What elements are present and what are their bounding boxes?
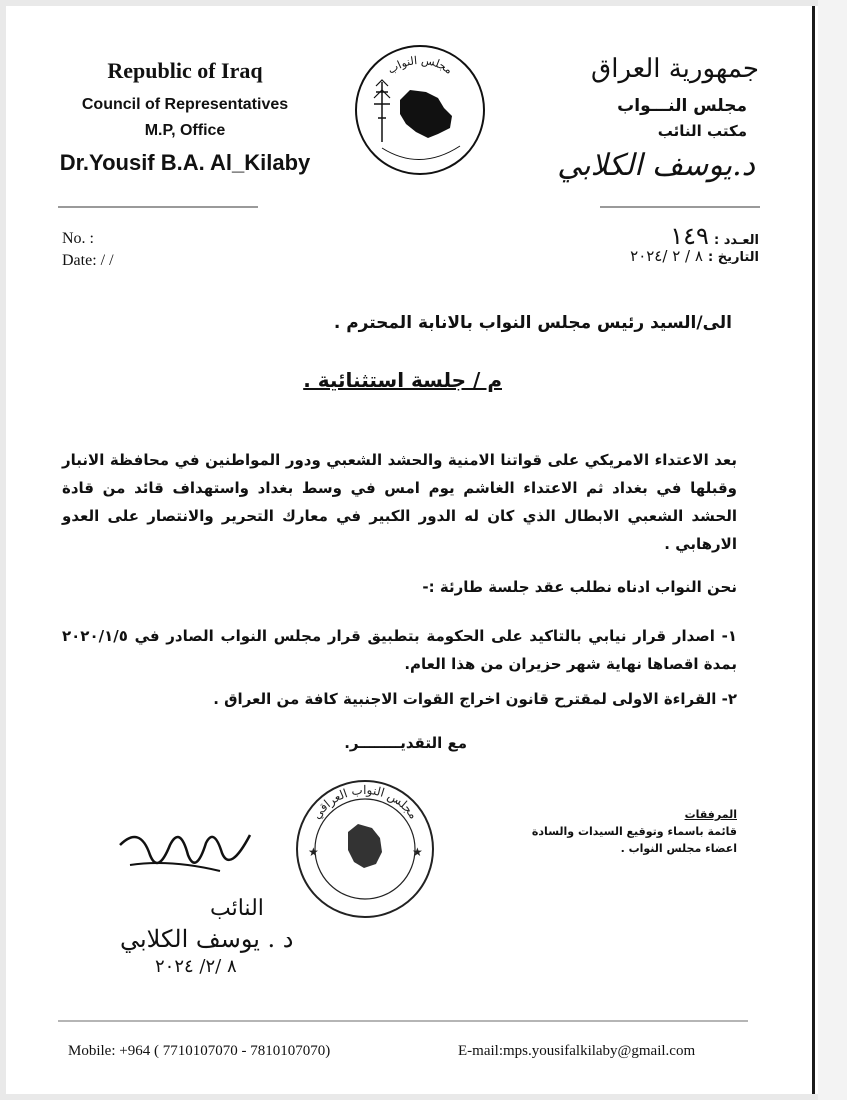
footer-rule (58, 1020, 748, 1022)
header-rule-left (58, 206, 258, 208)
ar-office-name: مكتب النائب (657, 122, 747, 140)
ar-mp-name: د.يوسف الكلابي (557, 148, 755, 183)
footer-mobile: Mobile: +964 ( 7710107070 - 7810107070) (68, 1043, 331, 1059)
attachments-line-2: اعضاء مجلس النواب . (620, 842, 737, 855)
addressee: الى/السيد رئيس مجلس النواب بالانابة المحترم . (333, 313, 732, 333)
ar-number-label: العـدد : (713, 233, 759, 248)
closing: مع التقديــــــــر. (344, 734, 467, 752)
signature-name: د . يوسف الكلابي (120, 925, 294, 953)
en-date-label: Date: / / (62, 252, 114, 269)
ar-country-name: جمهورية العراق (591, 54, 759, 84)
footer-email: E-mail:mps.yousifalkilaby@gmail.com (458, 1043, 696, 1059)
attachments-line-1: قائمة باسماء وتوقيع السيدات والسادة (531, 825, 737, 838)
ar-date-label: التاريخ : (708, 250, 759, 265)
handwritten-signature-icon (110, 815, 260, 895)
svg-text:مجلس النواب: مجلس النواب (385, 53, 456, 77)
ar-date (630, 246, 759, 265)
official-stamp-icon (292, 776, 438, 922)
signature-date: ٨ /٢/ ٢٠٢٤ (155, 956, 237, 977)
ar-number-value: ١٤٩ (670, 222, 709, 250)
ar-council-name: مجلس النـــواب (617, 96, 747, 116)
signature-title: النائب (210, 896, 264, 921)
attachments-heading: المرفقات (684, 808, 737, 821)
svg-text:★: ★ (412, 845, 423, 859)
page-edge-line (812, 6, 815, 1094)
subject: م / جلسة استثنائية . (303, 368, 502, 392)
page-margin (818, 0, 847, 1100)
header-rule-right (600, 206, 760, 208)
svg-text:★: ★ (308, 845, 319, 859)
request-item-2: ٢- القراءة الاولى لمقترح قانون اخراج القوات الاجنبية كافة من العراق . (213, 690, 737, 708)
body-paragraph: بعد الاعتداء الامريكي على قواتنا الامنية والحشد الشعبي ودور المواطنين في محافظة الانبار وقبلها في بغداد ثم الاعتداء الغاشم يوم امس في وسط بغداد واستهداف قائد من قادة الحشد الشعبي الابطال الذي كان له الدور الكبير في معارك التحرير والانتصار على العدو الارهابي . (62, 451, 737, 553)
en-office-name: M.P, Office (144, 122, 226, 139)
ar-date-value: ٨ / ٢ /٢٠٢٤ (630, 247, 703, 265)
svg-text:مجلس النواب العراقي: مجلس النواب العراقي (309, 782, 421, 822)
parliament-logo-icon (352, 42, 488, 178)
en-council-name: Council of Representatives (81, 96, 289, 113)
en-number-label: No. : (62, 230, 94, 247)
attachments (532, 806, 737, 857)
en-mp-name: Dr.Yousif B.A. Al_Kilaby (59, 150, 311, 175)
request-line: نحن النواب ادناه نطلب عقد جلسة طارئة :- (422, 578, 737, 596)
en-country-name: Republic of Iraq (107, 58, 263, 83)
request-item-1: ١- اصدار قرار نيابي بالتاكيد على الحكومة بتطبيق قرار مجلس النواب الصادر في ٢٠٢٠/١/٥ بمدة اقصاها نهاية شهر حزيران من هذا العام. (62, 627, 737, 673)
